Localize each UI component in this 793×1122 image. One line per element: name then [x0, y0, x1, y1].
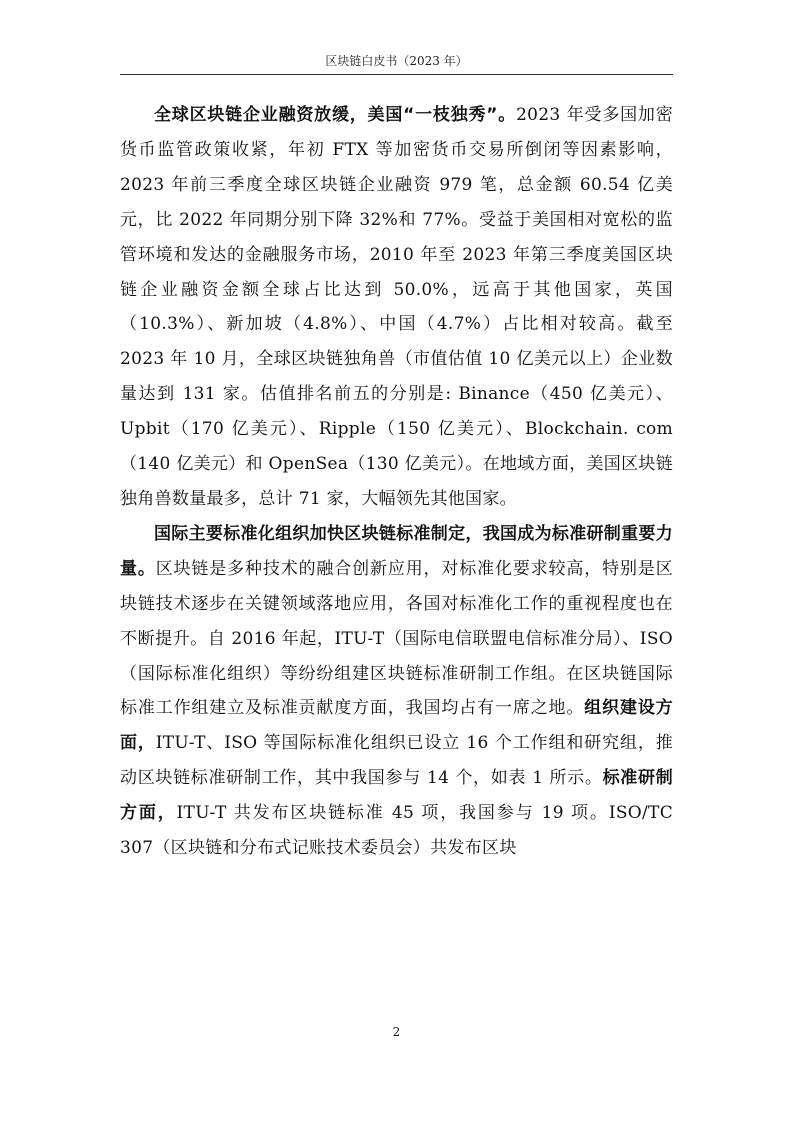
paragraph-lead-standardization: 国际主要标准化组织加快区块链标准制定，我国成为标准研制重要力量。 [120, 523, 673, 579]
paragraph-text-financing: 2023 年受多国加密货币监管政策收紧，年初 FTX 等加密货币交易所倒闭等因素影响，2023 年前三季度全球区块链企业融资 979 笔，总金额 60.54 亿美元，比 2022 年同期分别下降 32%和 77%。受益于美国相对宽松的监管环境和发达的金融服务市场，2010 年至 2023 年第三季度美国区块链企业融资金额全球占比达到 50.0%，远高于其他国家，英国（10.3%）、新加坡（4.8%）、中国（4.7%）占比相对较高。截至 2023 年 10 月，全球区块链独角兽（市值估值 10 亿美元以上）企业数量达到 131 家。估值排名前五的分别是: Binance（450 亿美元）、Upbit（170 亿美元）、Ripple（150 亿美元）、Blockchain. com（140 亿美元）和 OpenSea（130 亿美元）。在地域方面，美国区块链独角兽数量最多，总计 71 家，大幅领先其他国家。 [120, 105, 674, 509]
body-text [120, 98, 673, 866]
paragraph-lead-financing: 全球区块链企业融资放缓，美国“一枝独秀”。 [154, 105, 517, 125]
subheading-standard-development: 标准研制方面， [120, 768, 673, 824]
subheading-organization: 组织建设方面， [120, 698, 673, 754]
page-header: 区块链白皮书（2023 年） [325, 54, 468, 68]
page-number: 2 [392, 1025, 401, 1039]
paragraph-standardization [120, 517, 673, 866]
paragraph-blockchain-financing [120, 98, 673, 517]
text-standard-development: ITU-T 共发布区块链标准 45 项，我国参与 19 项。ISO/TC 307（区块链和分布式记账技术委员会）共发布区块 [120, 803, 674, 859]
text-organization: ITU-T、ISO 等国际标准化组织已设立 16 个工作组和研究组，推动区块链标准研制工作，其中我国参与 14 个，如表 1 所示。 [120, 733, 673, 789]
paragraph-text-standardization: 区块链是多种技术的融合创新应用，对标准化要求较高，特别是区块链技术逐步在关键领域落地应用，各国对标准化工作的重视程度也在不断提升。自 2016 年起，ITU-T（国际电信联盟电信标准分局）、ISO（国际标准化组织）等纷纷组建区块链标准研制工作组。在区块链国际标准工作组建立及标准贡献度方面，我国均占有一席之地。 [120, 558, 673, 719]
header-divider [120, 74, 673, 75]
